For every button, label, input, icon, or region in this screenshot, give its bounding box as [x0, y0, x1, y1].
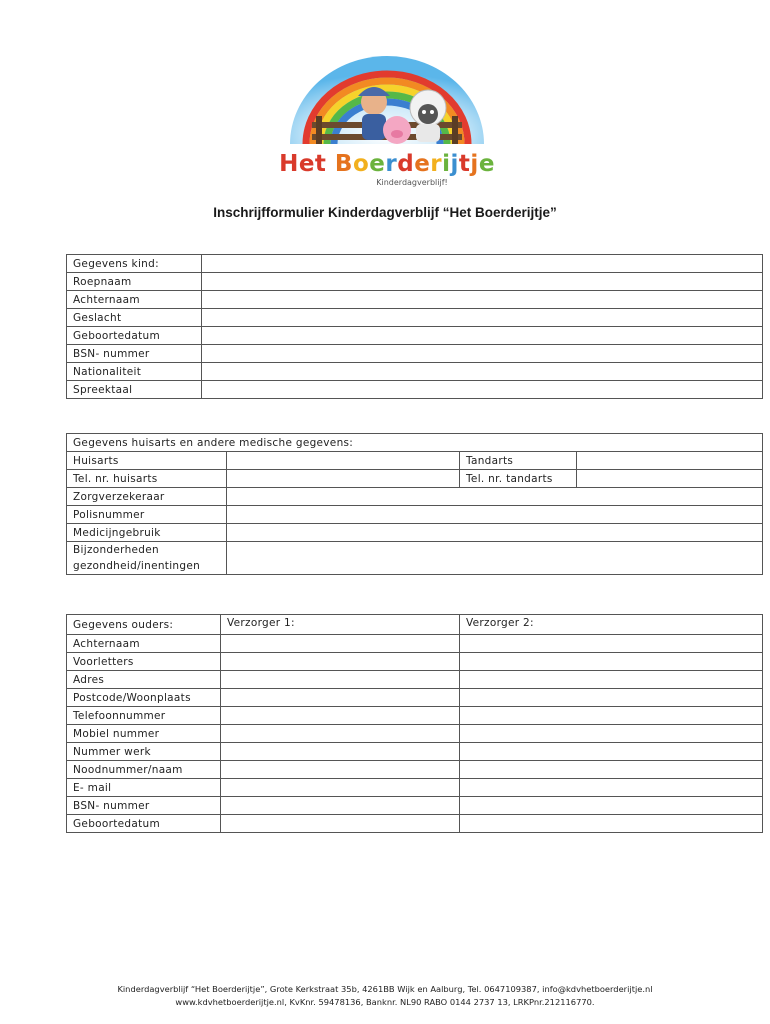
- child-label-spreektaal: Spreektaal: [67, 381, 202, 399]
- bijzonderheden-label-line1: Bijzonderheden: [73, 544, 159, 556]
- polisnummer-label: Polisnummer: [67, 506, 227, 524]
- child-header: Gegevens kind:: [67, 255, 202, 273]
- tel-huisarts-input[interactable]: [227, 470, 460, 488]
- parent-label-werk: Nummer werk: [67, 743, 221, 761]
- footer: [0, 983, 770, 1009]
- verzorger-2-adres[interactable]: [460, 671, 763, 689]
- child-label-roepnaam: Roepnaam: [67, 273, 202, 291]
- footer-registration: www.kdvhetboerderijtje.nl, KvKnr. 59478136, Banknr. NL90 RABO 0144 2737 13, LRKPnr.212116770.: [175, 997, 595, 1007]
- tandarts-input[interactable]: [577, 452, 763, 470]
- child-input-nationaliteit[interactable]: [202, 363, 763, 381]
- tel-tandarts-input[interactable]: [577, 470, 763, 488]
- verzorger-1-mobiel[interactable]: [221, 725, 460, 743]
- huisarts-label: Huisarts: [67, 452, 227, 470]
- child-input-geslacht[interactable]: [202, 309, 763, 327]
- parent-label-bsn: BSN- nummer: [67, 797, 221, 815]
- zorgverzekeraar-label: Zorgverzekeraar: [67, 488, 227, 506]
- child-input-spreektaal[interactable]: [202, 381, 763, 399]
- medical-table: [66, 433, 763, 575]
- verzorger-2-geboortedatum[interactable]: [460, 815, 763, 833]
- medical-header: Gegevens huisarts en andere medische gegevens:: [67, 434, 763, 452]
- polisnummer-input[interactable]: [227, 506, 763, 524]
- verzorger-2-email[interactable]: [460, 779, 763, 797]
- parent-label-telefoon: Telefoonnummer: [67, 707, 221, 725]
- verzorger-2-mobiel[interactable]: [460, 725, 763, 743]
- svg-text:Het Boerderijtje: Het Boerderijtje: [279, 151, 495, 177]
- verzorger-1-adres[interactable]: [221, 671, 460, 689]
- tel-huisarts-label: Tel. nr. huisarts: [67, 470, 227, 488]
- verzorger-1-achternaam[interactable]: [221, 635, 460, 653]
- child-label-nationaliteit: Nationaliteit: [67, 363, 202, 381]
- verzorger-2-header: Verzorger 2:: [460, 615, 763, 635]
- tandarts-label: Tandarts: [460, 452, 577, 470]
- bijzonderheden-label: [67, 542, 227, 575]
- huisarts-input[interactable]: [227, 452, 460, 470]
- child-input-achternaam[interactable]: [202, 291, 763, 309]
- verzorger-1-bsn[interactable]: [221, 797, 460, 815]
- parent-label-adres: Adres: [67, 671, 221, 689]
- form-title: Inschrijfformulier Kinderdagverblijf “Het Boerderijtje”: [213, 205, 557, 220]
- child-input-roepnaam[interactable]: [202, 273, 763, 291]
- child-label-geboortedatum: Geboortedatum: [67, 327, 202, 345]
- parent-label-postcode: Postcode/Woonplaats: [67, 689, 221, 707]
- het-boerderijtje-logo: [279, 52, 495, 192]
- parent-label-noodnummer: Noodnummer/naam: [67, 761, 221, 779]
- verzorger-1-noodnummer[interactable]: [221, 761, 460, 779]
- verzorger-1-email[interactable]: [221, 779, 460, 797]
- tel-tandarts-label: Tel. nr. tandarts: [460, 470, 577, 488]
- parent-label-mobiel: Mobiel nummer: [67, 725, 221, 743]
- verzorger-1-geboortedatum[interactable]: [221, 815, 460, 833]
- verzorger-2-telefoon[interactable]: [460, 707, 763, 725]
- verzorger-2-werk[interactable]: [460, 743, 763, 761]
- child-label-bsn: BSN- nummer: [67, 345, 202, 363]
- verzorger-1-telefoon[interactable]: [221, 707, 460, 725]
- svg-text:Kinderdagverblijf!: Kinderdagverblijf!: [376, 178, 448, 187]
- parents-header: Gegevens ouders:: [67, 615, 221, 635]
- child-input-geboortedatum[interactable]: [202, 327, 763, 345]
- verzorger-2-bsn[interactable]: [460, 797, 763, 815]
- verzorger-2-voorletters[interactable]: [460, 653, 763, 671]
- parent-label-achternaam: Achternaam: [67, 635, 221, 653]
- parent-label-email: E- mail: [67, 779, 221, 797]
- verzorger-2-postcode[interactable]: [460, 689, 763, 707]
- child-input-bsn[interactable]: [202, 345, 763, 363]
- verzorger-1-werk[interactable]: [221, 743, 460, 761]
- verzorger-1-postcode[interactable]: [221, 689, 460, 707]
- zorgverzekeraar-input[interactable]: [227, 488, 763, 506]
- verzorger-1-voorletters[interactable]: [221, 653, 460, 671]
- child-header-input[interactable]: [202, 255, 763, 273]
- parents-table: [66, 614, 763, 833]
- footer-address: Kinderdagverblijf “Het Boerderijtje”, Grote Kerkstraat 35b, 4261BB Wijk en Aalburg, Tel. 0647109387, info@kdvhetboerderijtje.nl: [117, 984, 653, 994]
- child-label-geslacht: Geslacht: [67, 309, 202, 327]
- medicijngebruik-input[interactable]: [227, 524, 763, 542]
- verzorger-2-noodnummer[interactable]: [460, 761, 763, 779]
- child-label-achternaam: Achternaam: [67, 291, 202, 309]
- parent-label-geboortedatum: Geboortedatum: [67, 815, 221, 833]
- verzorger-2-achternaam[interactable]: [460, 635, 763, 653]
- verzorger-1-header: Verzorger 1:: [221, 615, 460, 635]
- bijzonderheden-label-line2: gezondheid/inentingen: [73, 560, 201, 572]
- child-table: [66, 254, 763, 399]
- parent-label-voorletters: Voorletters: [67, 653, 221, 671]
- bijzonderheden-input[interactable]: [227, 542, 763, 575]
- medicijngebruik-label: Medicijngebruik: [67, 524, 227, 542]
